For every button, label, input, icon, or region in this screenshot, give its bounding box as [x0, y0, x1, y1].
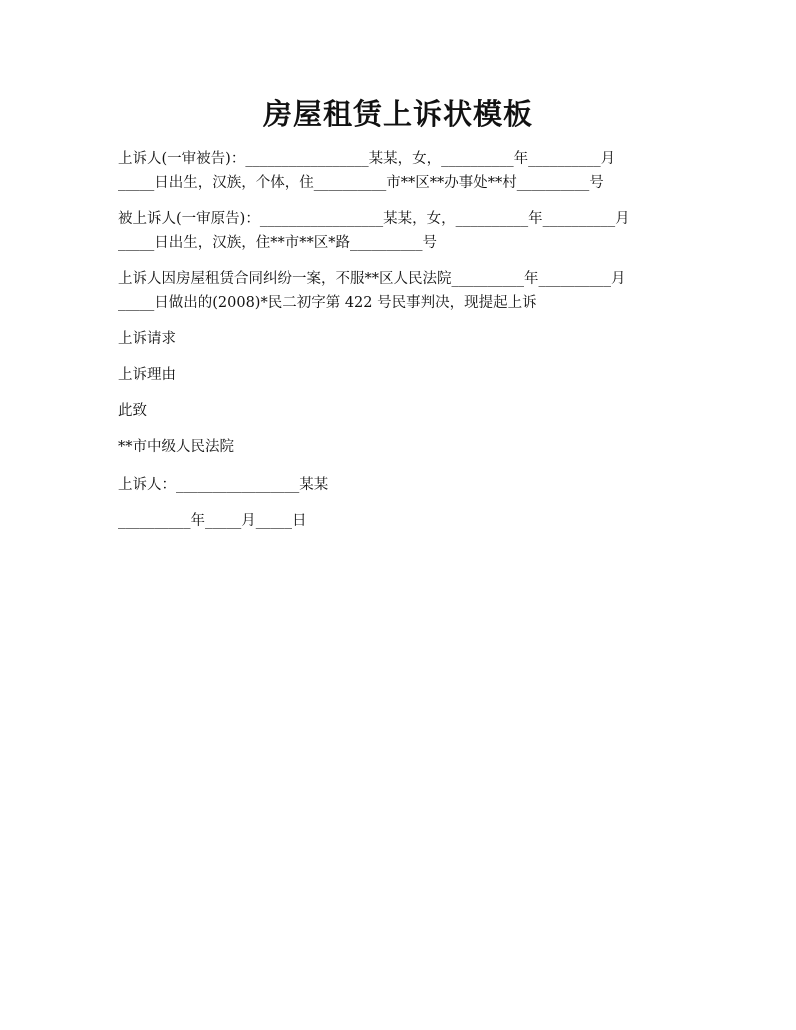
salutation — [118, 399, 688, 423]
appeal-request-text: 上诉请求 — [118, 331, 176, 347]
appellant-paragraph — [118, 147, 688, 195]
appellee-line-1: 被上诉人(一审原告)：_________________某某，女，__________年__________月 — [118, 211, 630, 227]
date-text: __________年_____月_____日 — [118, 513, 307, 529]
appellee-line-2: _____日出生，汉族，住**市**区*路__________号 — [118, 235, 437, 251]
appellant-line-1: 上诉人(一审被告)：_________________某某，女，__________年__________月 — [118, 151, 616, 167]
court-name — [118, 435, 688, 459]
document-title: 房屋租赁上诉状模板 — [262, 97, 533, 131]
signature-line — [118, 473, 688, 497]
appeal-request-heading — [118, 327, 688, 351]
appeal-reason-heading — [118, 363, 688, 387]
court-name-text: **市中级人民法院 — [118, 439, 234, 455]
appellee-paragraph — [118, 207, 688, 255]
date-line — [118, 509, 688, 533]
statement-line-1: 上诉人因房屋租赁合同纠纷一案，不服**区人民法院__________年__________月 — [118, 271, 626, 287]
appeal-reason-text: 上诉理由 — [118, 367, 176, 383]
statement-paragraph — [118, 267, 688, 315]
appellant-line-2: _____日出生，汉族，个体，住__________市**区**办事处**村__________号 — [118, 175, 604, 191]
statement-line-2: _____日做出的(2008)*民二初字第 422 号民事判决，现提起上诉 — [118, 295, 537, 311]
signature-text: 上诉人：_________________某某 — [118, 477, 329, 493]
salutation-text: 此致 — [118, 403, 147, 419]
